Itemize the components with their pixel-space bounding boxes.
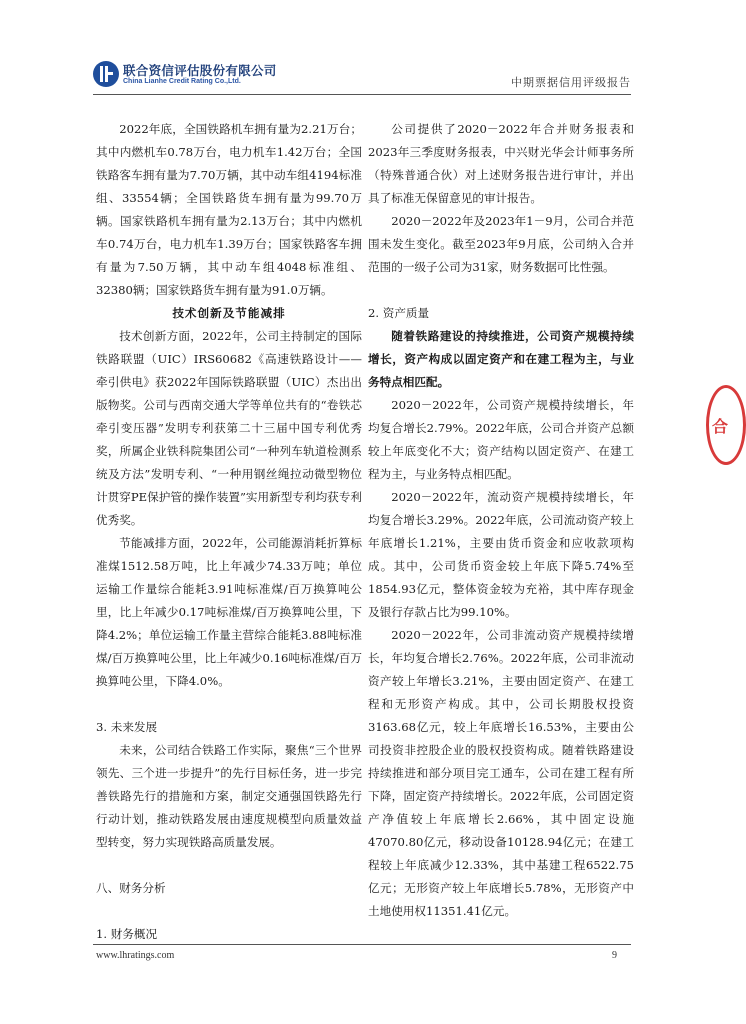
page-number: 9 [612, 950, 617, 961]
document-type: 中期票据信用评级报告 [511, 76, 631, 89]
section-heading: 3. 未来发展 [96, 720, 158, 734]
body-paragraph: 技术创新方面，2022年，公司主持制定的国际铁路联盟（UIC）IRS60682《高速铁路设计——牵引供电》获2022年国际铁路联盟（UIC）杰出出版物奖。公司与西南交通大学等单位共有的“卷铁芯牵引变压器”发明专利获第二十三届中国专利优秀奖，所属企业铁科院集团公司“一种列车轨道检测系统及方法”发明专利、“一种用钢丝绳拉动微型物位计贯穿PE保护管的操作装置”实用新型专利均获专利优秀奖。 [96, 329, 362, 527]
seal-stamp-icon: 合 [706, 385, 746, 465]
spacer [96, 693, 362, 716]
section-heading: 八、财务分析 [96, 881, 166, 895]
spacer [96, 900, 362, 923]
body-paragraph: 节能减排方面，2022年，公司能源消耗折算标准煤1512.58万吨，比上年减少74.33万吨；单位运输工作量综合能耗3.91吨标准煤/百万换算吨公里，比上年减少0.17吨标准煤/百万换算吨公里，下降4.2%；单位运输工作量主营综合能耗3.88吨标准煤/百万换算吨公里，比上年减少0.16吨标准煤/百万换算吨公里，下降4.0%。 [96, 536, 362, 688]
body-paragraph: 未来，公司结合铁路工作实际，聚焦“三个世界领先、三个进一步提升”的先行目标任务，进一步完善铁路先行的措施和方案，制定交通强国铁路先行行动计划，推动铁路发展由速度规模型向质量效益型转变，努力实现铁路高质量发展。 [96, 743, 362, 849]
section-heading: 2. 资产质量 [368, 306, 430, 320]
body-paragraph: 2020－2022年，流动资产规模持续增长，年均复合增长3.29%。2022年底，公司流动资产较上年底增长1.21%，主要由货币资金和应收款项构成。其中，公司货币资金较上年底下降5.74%至1854.93亿元，整体资金较为充裕，其中库存现金及银行存款占比为99.10%。 [368, 490, 634, 619]
spacer [368, 279, 634, 302]
body-paragraph: 2022年底，全国铁路机车拥有量为2.21万台；其中内燃机车0.78万台，电力机车1.42万台；全国铁路客车拥有量为7.70万辆，其中动车组4194标准组、33554辆；全国铁路货车拥有量为99.70万辆。国家铁路机车拥有量为2.13万台；其中内燃机车0.74万台，电力机车1.39万台；国家铁路客车拥有量为7.50万辆，其中动车组4048标准组、32380辆；国家铁路货车拥有量为91.0万辆。 [96, 122, 362, 297]
company-name-en: China Lianhe Credit Rating Co.,Ltd. [123, 78, 241, 85]
left-column [96, 118, 362, 946]
company-name-cn: 联合资信评估股份有限公司 [123, 63, 277, 78]
summary-paragraph: 随着铁路建设的持续推进，公司资产规模持续增长，资产构成以固定资产和在建工程为主，与业务特点相匹配。 [368, 329, 634, 389]
footer-website-link[interactable]: www.lhratings.com [96, 950, 175, 961]
section-heading: 1. 财务概况 [96, 927, 158, 941]
body-paragraph: 2020－2022年，公司资产规模持续增长，年均复合增长2.79%。2022年底，公司合并资产总额较上年底变化不大；资产结构以固定资产、在建工程为主，与业务特点相匹配。 [368, 398, 634, 481]
lianhe-logo-icon [93, 61, 119, 87]
section-subheading: 技术创新及节能减排 [172, 306, 286, 320]
body-paragraph: 2020－2022年，公司非流动资产规模持续增长，年均复合增长2.76%。2022年底，公司非流动资产较上年增长3.21%，主要由固定资产、在建工程和无形资产构成。其中，公司长期股权投资3163.68亿元，较上年底增长16.53%，主要由公司投资非控股企业的股权投资构成。随着铁路建设持续推进和部分项目完工通车，公司在建工程有所下降，固定资产持续增长。2022年底，公司固定资产净值较上年底增长2.66%，其中固定设施47070.80亿元，移动设备10128.94亿元；在建工程较上年底减少12.33%，其中基建工程6522.75亿元；无形资产较上年底增长5.78%，无形资产中土地使用权11351.41亿元。 [368, 628, 634, 918]
right-column [368, 118, 634, 923]
body-paragraph: 公司提供了2020－2022年合并财务报表和2023年三季度财务报表，中兴财光华会计师事务所（特殊普通合伙）对上述财务报告进行审计，并出具了标准无保留意见的审计报告。 [368, 122, 634, 205]
page-header [93, 58, 631, 92]
body-paragraph: 2020－2022年及2023年1－9月，公司合并范围未发生变化。截至2023年9月底，公司纳入合并范围的一级子公司为31家，财务数据可比性强。 [368, 214, 634, 274]
spacer [96, 854, 362, 877]
header-divider [93, 94, 631, 95]
footer-divider [93, 944, 631, 945]
